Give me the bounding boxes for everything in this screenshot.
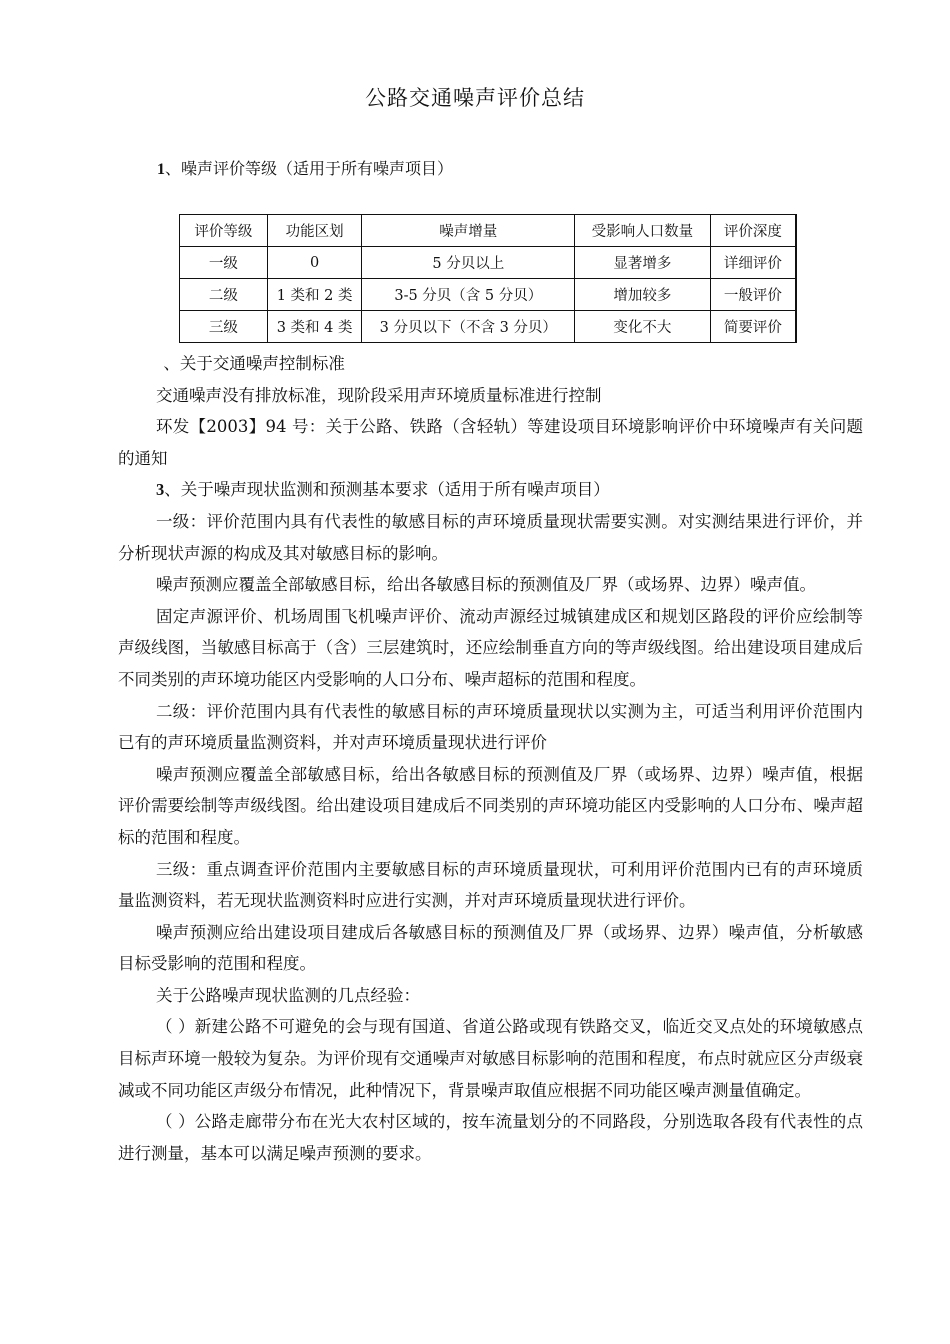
table-cell: 简要评价 xyxy=(710,311,796,343)
table-cell: 变化不大 xyxy=(575,311,711,343)
paragraph-level-1-contour: 固定声源评价、机场周围飞机噪声评价、流动声源经过城镇建成区和规划区路段的评价应绘制等声级线图，当敏感目标高于（含）三层建筑时，还应绘制垂直方向的等声级线图。给出建设项目建成后不同类别的声环境功能区内受影响的人口分布、噪声超标的范围和程度。 xyxy=(118,606,863,689)
table-cell: 三级 xyxy=(180,311,268,343)
paragraph-experience-1: （ ）新建公路不可避免的会与现有国道、省道公路或现有铁路交叉，临近交叉点处的环境敏感点目标声环境一般较为复杂。为评价现有交通噪声对敏感目标影响的范围和程度，布点时就应区分声级衰减或不同功能区声级分布情况，此种情况下，背景噪声取值应根据不同功能区噪声测量值确定。 xyxy=(118,1017,863,1100)
section-3-number: 3 xyxy=(155,480,165,500)
table-cell: 显著增多 xyxy=(575,247,711,279)
paragraph-standard-1: 交通噪声没有排放标准，现阶段采用声环境质量标准进行控制 xyxy=(155,385,602,405)
table-header-cell: 评价深度 xyxy=(710,215,796,247)
document-body xyxy=(118,348,863,1169)
table-row xyxy=(180,247,797,279)
paragraph-level-2-prediction: 噪声预测应覆盖全部敏感目标，给出各敏感目标的预测值及厂界（或场界、边界）噪声值，根据评价需要绘制等声级线图。给出建设项目建成后不同类别的声环境功能区内受影响的人口分布、噪声超标的范围和程度。 xyxy=(118,764,863,847)
table-cell: 0 xyxy=(267,247,362,279)
table-cell: 增加较多 xyxy=(575,279,711,311)
paragraph-level-1-monitoring: 一级：评价范围内具有代表性的敏感目标的声环境质量现状需要实测。对实测结果进行评价，并分析现状声源的构成及其对敏感目标的影响。 xyxy=(118,511,863,563)
paragraph-experience-2: （ ）公路走廊带分布在光大农村区域的，按车流量划分的不同路段，分别选取各段有代表性的点进行测量，基本可以满足噪声预测的要求。 xyxy=(118,1112,863,1163)
table-header-cell: 受影响人口数量 xyxy=(575,215,711,247)
section-1-heading xyxy=(157,156,453,179)
table-header-cell: 评价等级 xyxy=(180,215,268,247)
table-cell: 3 分贝以下（不含 3 分贝） xyxy=(362,311,575,343)
table-cell: 5 分贝以上 xyxy=(362,247,575,279)
table-cell: 二级 xyxy=(180,279,268,311)
paragraph-level-3-prediction: 噪声预测应给出建设项目建成后各敏感目标的预测值及厂界（或场界、边界）噪声值，分析敏感目标受影响的范围和程度。 xyxy=(118,922,863,974)
paragraph-level-2-monitoring: 二级：评价范围内具有代表性的敏感目标的声环境质量现状以实测为主，可适当利用评价范围内已有的声环境质量监测资料，并对声环境质量现状进行评价 xyxy=(118,701,863,753)
paragraph-level-1-prediction: 噪声预测应覆盖全部敏感目标，给出各敏感目标的预测值及厂界（或场界、边界）噪声值。 xyxy=(155,575,816,595)
paragraph-standard-2: 环发【2003】94 号：关于公路、铁路（含轻轨）等建设项目环境影响评价中环境噪声有关问题的通知 xyxy=(118,417,863,468)
table-cell: 一级 xyxy=(180,247,268,279)
table-header-row xyxy=(180,215,797,247)
table-row xyxy=(180,279,797,311)
table-cell: 3-5 分贝（含 5 分贝） xyxy=(362,279,575,311)
section-1-number: 1 xyxy=(157,161,165,178)
document-title: 公路交通噪声评价总结 xyxy=(365,86,585,110)
table-row xyxy=(180,311,797,343)
table-cell: 一般评价 xyxy=(710,279,796,311)
section-1-heading-text: 、噪声评价等级（适用于所有噪声项目） xyxy=(165,159,454,178)
section-3-heading xyxy=(118,474,863,506)
table-cell: 3 类和 4 类 xyxy=(267,311,362,343)
table-cell: 详细评价 xyxy=(710,247,796,279)
section-2-heading: 、关于交通噪声控制标准 xyxy=(163,354,345,373)
table-header-cell: 噪声增量 xyxy=(362,215,575,247)
paragraph-experience-heading: 关于公路噪声现状监测的几点经验： xyxy=(155,985,420,1005)
section-3-heading-text: 、关于噪声现状监测和预测基本要求（适用于所有噪声项目） xyxy=(164,480,610,500)
table-cell: 1 类和 2 类 xyxy=(267,279,362,311)
table-header-cell: 功能区划 xyxy=(267,215,362,247)
noise-grade-table xyxy=(179,214,797,343)
paragraph-level-3-monitoring: 三级：重点调查评价范围内主要敏感目标的声环境质量现状，可利用评价范围内已有的声环境质量监测资料，若无现状监测资料时应进行实测，并对声环境质量现状进行评价。 xyxy=(118,859,863,911)
